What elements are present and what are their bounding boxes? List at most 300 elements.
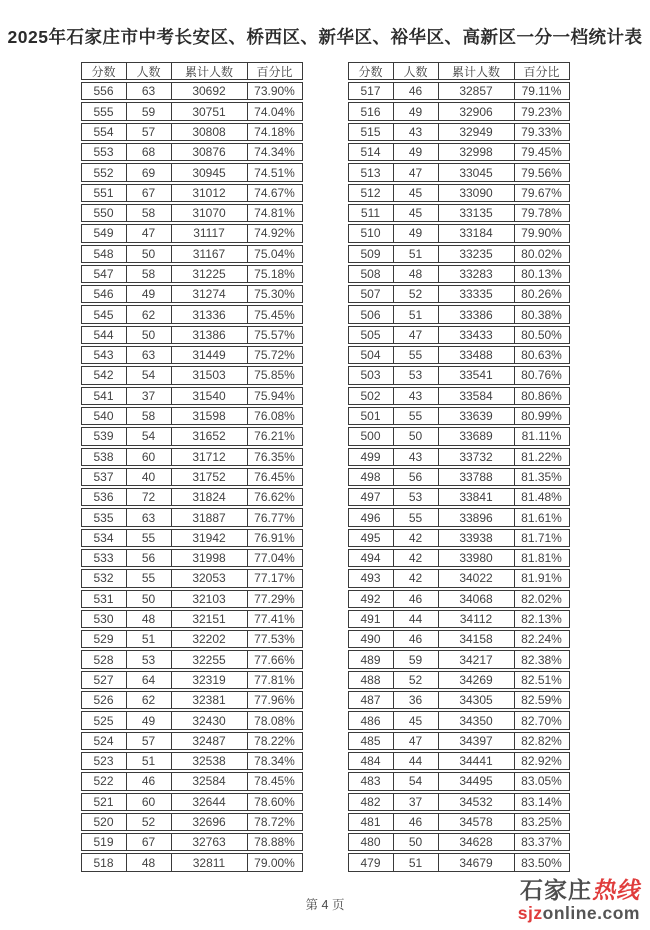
table-cell: 540 (93, 409, 114, 424)
table-cell: 552 (93, 165, 114, 180)
table-cell: 80.76% (514, 367, 569, 383)
table-row (348, 346, 570, 364)
table-cell: 80.50% (514, 327, 569, 343)
table-cell: 75.57% (247, 327, 302, 343)
table-cell: 74.34% (247, 144, 302, 160)
table-cell: 31386 (171, 327, 247, 343)
table-cell: 32811 (171, 854, 247, 870)
table-cell: 49 (393, 225, 438, 241)
table-cell: 34441 (438, 753, 514, 769)
table-cell: 81.61% (514, 509, 569, 525)
table-cell: 76.91% (247, 530, 302, 546)
table-row (348, 407, 570, 425)
table-cell: 76.08% (247, 408, 302, 424)
table-cell: 489 (360, 652, 381, 667)
table-cell: 78.60% (247, 794, 302, 810)
table-cell: 62 (126, 692, 171, 708)
table-row (348, 184, 570, 202)
table-cell: 515 (360, 124, 381, 139)
table-cell: 79.00% (247, 854, 302, 870)
table-cell: 78.45% (247, 773, 302, 789)
table-cell: 55 (393, 408, 438, 424)
table-cell: 50 (393, 428, 438, 444)
table-cell: 530 (93, 612, 114, 627)
table-cell: 77.17% (247, 570, 302, 586)
table-cell: 536 (93, 490, 114, 505)
table-cell: 556 (93, 84, 114, 99)
table-cell: 545 (93, 307, 114, 322)
table-cell: 30876 (171, 144, 247, 160)
table-cell: 56 (393, 469, 438, 485)
table-row (81, 285, 303, 303)
table-cell: 30692 (171, 83, 247, 99)
table-cell: 34532 (438, 794, 514, 810)
table-cell: 496 (360, 510, 381, 525)
table-cell: 76.45% (247, 469, 302, 485)
table-cell: 76.62% (247, 489, 302, 505)
table-cell: 52 (393, 672, 438, 688)
table-cell: 522 (93, 774, 114, 789)
table-cell: 546 (93, 287, 114, 302)
header-cell: 分数 (358, 64, 383, 79)
table-cell: 520 (93, 815, 114, 829)
score-table-left (81, 62, 303, 874)
table-cell: 46 (393, 591, 438, 607)
table-cell: 68 (126, 144, 171, 160)
table-cell: 31336 (171, 306, 247, 322)
table-cell: 33135 (438, 205, 514, 221)
table-row (81, 366, 303, 384)
table-cell: 76.21% (247, 428, 302, 444)
table-row (348, 163, 570, 181)
table-cell: 59 (126, 103, 171, 119)
table-cell: 36 (393, 692, 438, 708)
table-cell: 526 (93, 693, 114, 708)
table-cell: 80.99% (514, 408, 569, 424)
table-cell: 32696 (171, 814, 247, 830)
table-cell: 525 (93, 713, 114, 728)
header-cell: 百分比 (514, 63, 569, 79)
table-cell: 550 (93, 206, 114, 221)
table-row (348, 488, 570, 506)
table-cell: 74.67% (247, 185, 302, 201)
table-cell: 501 (360, 409, 381, 424)
table-cell: 57 (126, 733, 171, 749)
table-cell: 513 (360, 165, 381, 180)
table-row (81, 326, 303, 344)
table-cell: 494 (360, 551, 381, 566)
header-cell: 累计人数 (438, 63, 514, 79)
table-cell: 32430 (171, 712, 247, 728)
table-row (348, 224, 570, 242)
table-cell: 32202 (171, 631, 247, 647)
table-cell: 541 (93, 388, 114, 403)
table-cell: 81.48% (514, 489, 569, 505)
table-cell: 51 (393, 854, 438, 870)
table-row (81, 630, 303, 648)
table-cell: 51 (393, 306, 438, 322)
table-cell: 47 (393, 164, 438, 180)
table-row (81, 813, 303, 831)
table-cell: 78.22% (247, 733, 302, 749)
table-row (81, 427, 303, 445)
table-cell: 82.59% (514, 692, 569, 708)
table-row (81, 772, 303, 790)
table-cell: 32998 (438, 144, 514, 160)
table-cell: 67 (126, 834, 171, 850)
table-cell: 33433 (438, 327, 514, 343)
table-cell: 31887 (171, 509, 247, 525)
table-cell: 78.88% (247, 834, 302, 850)
table-cell: 531 (93, 591, 114, 606)
table-cell: 80.38% (514, 306, 569, 322)
table-cell: 82.51% (514, 672, 569, 688)
table-row (81, 529, 303, 547)
table-row (81, 102, 303, 120)
table-row (81, 590, 303, 608)
table-cell: 31712 (171, 449, 247, 465)
table-cell: 32906 (438, 103, 514, 119)
table-cell: 34679 (438, 854, 514, 870)
table-cell: 34217 (438, 651, 514, 667)
table-cell: 498 (360, 469, 381, 484)
table-cell: 487 (360, 693, 381, 708)
table-row (348, 671, 570, 689)
table-cell: 514 (360, 145, 381, 160)
table-row (348, 448, 570, 466)
table-cell: 79.67% (514, 185, 569, 201)
table-cell: 517 (360, 84, 381, 99)
table-row (81, 732, 303, 750)
table-cell: 543 (93, 348, 114, 363)
table-row (348, 732, 570, 750)
table-cell: 59 (393, 651, 438, 667)
header-cell: 分数 (91, 64, 116, 79)
table-cell: 74.18% (247, 124, 302, 140)
table-row (81, 224, 303, 242)
table-row (348, 427, 570, 445)
table-cell: 77.29% (247, 591, 302, 607)
table-cell: 48 (126, 854, 171, 870)
table-row (81, 407, 303, 425)
table-cell: 43 (393, 388, 438, 404)
table-cell: 551 (93, 185, 114, 200)
table-cell: 547 (93, 266, 114, 281)
table-cell: 82.24% (514, 631, 569, 647)
table-cell: 67 (126, 185, 171, 201)
table-row (81, 143, 303, 161)
table-cell: 510 (360, 226, 381, 241)
table-row (81, 508, 303, 526)
table-cell: 33184 (438, 225, 514, 241)
table-row (81, 82, 303, 100)
table-cell: 77.81% (247, 672, 302, 688)
table-cell: 79.56% (514, 164, 569, 180)
table-cell: 511 (360, 206, 381, 221)
table-cell: 54 (393, 773, 438, 789)
table-cell: 548 (93, 246, 114, 261)
table-cell: 505 (360, 327, 381, 342)
table-cell: 512 (360, 185, 381, 200)
table-cell: 34495 (438, 773, 514, 789)
table-cell: 46 (393, 631, 438, 647)
table-cell: 45 (393, 712, 438, 728)
table-cell: 34158 (438, 631, 514, 647)
table-cell: 37 (126, 388, 171, 404)
table-row (348, 508, 570, 526)
table-cell: 484 (360, 754, 381, 769)
table-cell: 31598 (171, 408, 247, 424)
table-cell: 42 (393, 570, 438, 586)
table-cell: 483 (360, 774, 381, 789)
table-cell: 51 (126, 753, 171, 769)
table-cell: 508 (360, 266, 381, 281)
table-cell: 75.94% (247, 388, 302, 404)
table-cell: 47 (126, 225, 171, 241)
table-cell: 34578 (438, 814, 514, 830)
table-cell: 497 (360, 490, 381, 505)
page-title: 2025年石家庄市中考长安区、桥西区、新华区、裕华区、高新区一分一档统计表 (7, 27, 643, 47)
table-cell: 49 (126, 712, 171, 728)
table-cell: 80.13% (514, 266, 569, 282)
table-cell: 32053 (171, 570, 247, 586)
watermark-domain-prefix: sjz (517, 902, 543, 923)
table-cell: 535 (93, 510, 114, 525)
table-cell: 486 (360, 713, 381, 728)
table-cell: 481 (360, 815, 381, 829)
table-cell: 527 (93, 672, 114, 687)
table-cell: 480 (360, 835, 381, 850)
table-cell: 55 (126, 530, 171, 546)
table-cell: 33896 (438, 509, 514, 525)
table-cell: 55 (393, 347, 438, 363)
table-cell: 75.04% (247, 246, 302, 262)
table-row (348, 387, 570, 405)
table-cell: 31824 (171, 489, 247, 505)
table-cell: 509 (360, 246, 381, 261)
table-cell: 499 (360, 449, 381, 464)
table-cell: 518 (93, 855, 114, 870)
table-cell: 31274 (171, 286, 247, 302)
table-cell: 31503 (171, 367, 247, 383)
table-cell: 52 (393, 286, 438, 302)
table-cell: 31225 (171, 266, 247, 282)
table-row (348, 813, 570, 831)
table-row (348, 590, 570, 608)
table-cell: 60 (126, 794, 171, 810)
table-cell: 34350 (438, 712, 514, 728)
table-cell: 75.72% (247, 347, 302, 363)
table-cell: 78.34% (247, 753, 302, 769)
page-number-label: 第 4 页 (305, 898, 345, 912)
table-cell: 53 (393, 489, 438, 505)
table-row (81, 691, 303, 709)
table-cell: 33938 (438, 530, 514, 546)
table-cell: 33980 (438, 550, 514, 566)
table-cell: 32319 (171, 672, 247, 688)
table-cell: 31117 (171, 225, 247, 241)
table-cell: 44 (393, 611, 438, 627)
table-cell: 82.13% (514, 611, 569, 627)
table-row (81, 204, 303, 222)
table-row (81, 387, 303, 405)
table-cell: 33788 (438, 469, 514, 485)
watermark-brand-dark: 石家庄 (520, 876, 592, 903)
table-cell: 57 (126, 124, 171, 140)
table-cell: 33386 (438, 306, 514, 322)
table-cell: 532 (93, 571, 114, 586)
table-cell: 80.26% (514, 286, 569, 302)
table-cell: 30945 (171, 164, 247, 180)
table-row (348, 549, 570, 567)
table-cell: 506 (360, 307, 381, 322)
table-cell: 42 (393, 530, 438, 546)
table-cell: 538 (93, 449, 114, 464)
table-cell: 40 (126, 469, 171, 485)
table-cell: 495 (360, 530, 381, 545)
table-cell: 33689 (438, 428, 514, 444)
table-cell: 533 (93, 551, 114, 566)
table-cell: 58 (126, 266, 171, 282)
table-cell: 31012 (171, 185, 247, 201)
table-cell: 33841 (438, 489, 514, 505)
table-cell: 516 (360, 104, 381, 119)
table-cell: 46 (393, 814, 438, 830)
table-cell: 53 (126, 651, 171, 667)
table-cell: 34022 (438, 570, 514, 586)
table-row (348, 102, 570, 120)
header-cell: 人数 (393, 63, 438, 79)
table-cell: 75.45% (247, 306, 302, 322)
table-row (348, 204, 570, 222)
table-cell: 55 (126, 570, 171, 586)
table-cell: 54 (126, 367, 171, 383)
table-cell: 43 (393, 124, 438, 140)
table-cell: 62 (126, 306, 171, 322)
table-cell: 32538 (171, 753, 247, 769)
table-row (81, 711, 303, 729)
table-row (348, 529, 570, 547)
table-cell: 542 (93, 368, 114, 383)
table-cell: 79.90% (514, 225, 569, 241)
table-cell: 77.96% (247, 692, 302, 708)
table-cell: 82.02% (514, 591, 569, 607)
table-row (348, 305, 570, 323)
table-cell: 488 (360, 672, 381, 687)
table-cell: 34068 (438, 591, 514, 607)
table-cell: 82.82% (514, 733, 569, 749)
table-row (348, 468, 570, 486)
table-row (348, 82, 570, 100)
table-cell: 33639 (438, 408, 514, 424)
table-cell: 504 (360, 348, 381, 363)
table-cell: 33732 (438, 449, 514, 465)
table-cell: 31540 (171, 388, 247, 404)
table-cell: 75.18% (247, 266, 302, 282)
table-cell: 34628 (438, 834, 514, 850)
table-row (81, 569, 303, 587)
table-cell: 33283 (438, 266, 514, 282)
table-row (81, 833, 303, 851)
table-cell: 528 (93, 652, 114, 667)
table-cell: 502 (360, 388, 381, 403)
table-row (348, 265, 570, 283)
table-row (348, 366, 570, 384)
table-cell: 79.11% (514, 83, 569, 99)
table-cell: 80.86% (514, 388, 569, 404)
table-cell: 74.04% (247, 103, 302, 119)
table-cell: 81.22% (514, 449, 569, 465)
table-row (348, 630, 570, 648)
table-cell: 82.70% (514, 712, 569, 728)
table-cell: 48 (393, 266, 438, 282)
table-cell: 83.25% (514, 814, 569, 830)
table-cell: 43 (393, 449, 438, 465)
table-cell: 34269 (438, 672, 514, 688)
table-header-row (81, 62, 303, 80)
table-cell: 500 (360, 429, 381, 444)
table-cell: 76.35% (247, 449, 302, 465)
table-cell: 58 (126, 205, 171, 221)
table-row (81, 752, 303, 770)
table-cell: 82.92% (514, 753, 569, 769)
table-cell: 33541 (438, 367, 514, 383)
table-row (348, 650, 570, 668)
table-cell: 33045 (438, 164, 514, 180)
table-cell: 81.81% (514, 550, 569, 566)
table-cell: 45 (393, 205, 438, 221)
table-cell: 33488 (438, 347, 514, 363)
table-cell: 31942 (171, 530, 247, 546)
table-cell: 75.30% (247, 286, 302, 302)
table-cell: 63 (126, 83, 171, 99)
table-cell: 77.53% (247, 631, 302, 647)
table-cell: 503 (360, 368, 381, 383)
table-cell: 79.78% (514, 205, 569, 221)
table-row (81, 448, 303, 466)
table-cell: 33235 (438, 246, 514, 262)
table-cell: 34397 (438, 733, 514, 749)
table-row (348, 833, 570, 851)
table-cell: 47 (393, 733, 438, 749)
table-cell: 50 (126, 246, 171, 262)
table-cell: 534 (93, 530, 114, 545)
table-row (81, 346, 303, 364)
table-cell: 79.23% (514, 103, 569, 119)
table-cell: 83.50% (514, 854, 569, 870)
table-cell: 30808 (171, 124, 247, 140)
table-cell: 544 (93, 327, 114, 342)
site-watermark (517, 876, 640, 923)
table-cell: 507 (360, 287, 381, 302)
table-cell: 74.92% (247, 225, 302, 241)
table-row (81, 245, 303, 263)
table-cell: 79.33% (514, 124, 569, 140)
tables-container (0, 62, 650, 874)
table-cell: 50 (126, 591, 171, 607)
table-cell: 79.45% (514, 144, 569, 160)
table-row (81, 468, 303, 486)
table-row (81, 305, 303, 323)
table-cell: 83.37% (514, 834, 569, 850)
table-cell: 49 (393, 144, 438, 160)
table-row (81, 793, 303, 811)
table-row (81, 853, 303, 871)
table-cell: 83.14% (514, 794, 569, 810)
table-row (348, 691, 570, 709)
table-row (81, 123, 303, 141)
table-cell: 51 (126, 631, 171, 647)
